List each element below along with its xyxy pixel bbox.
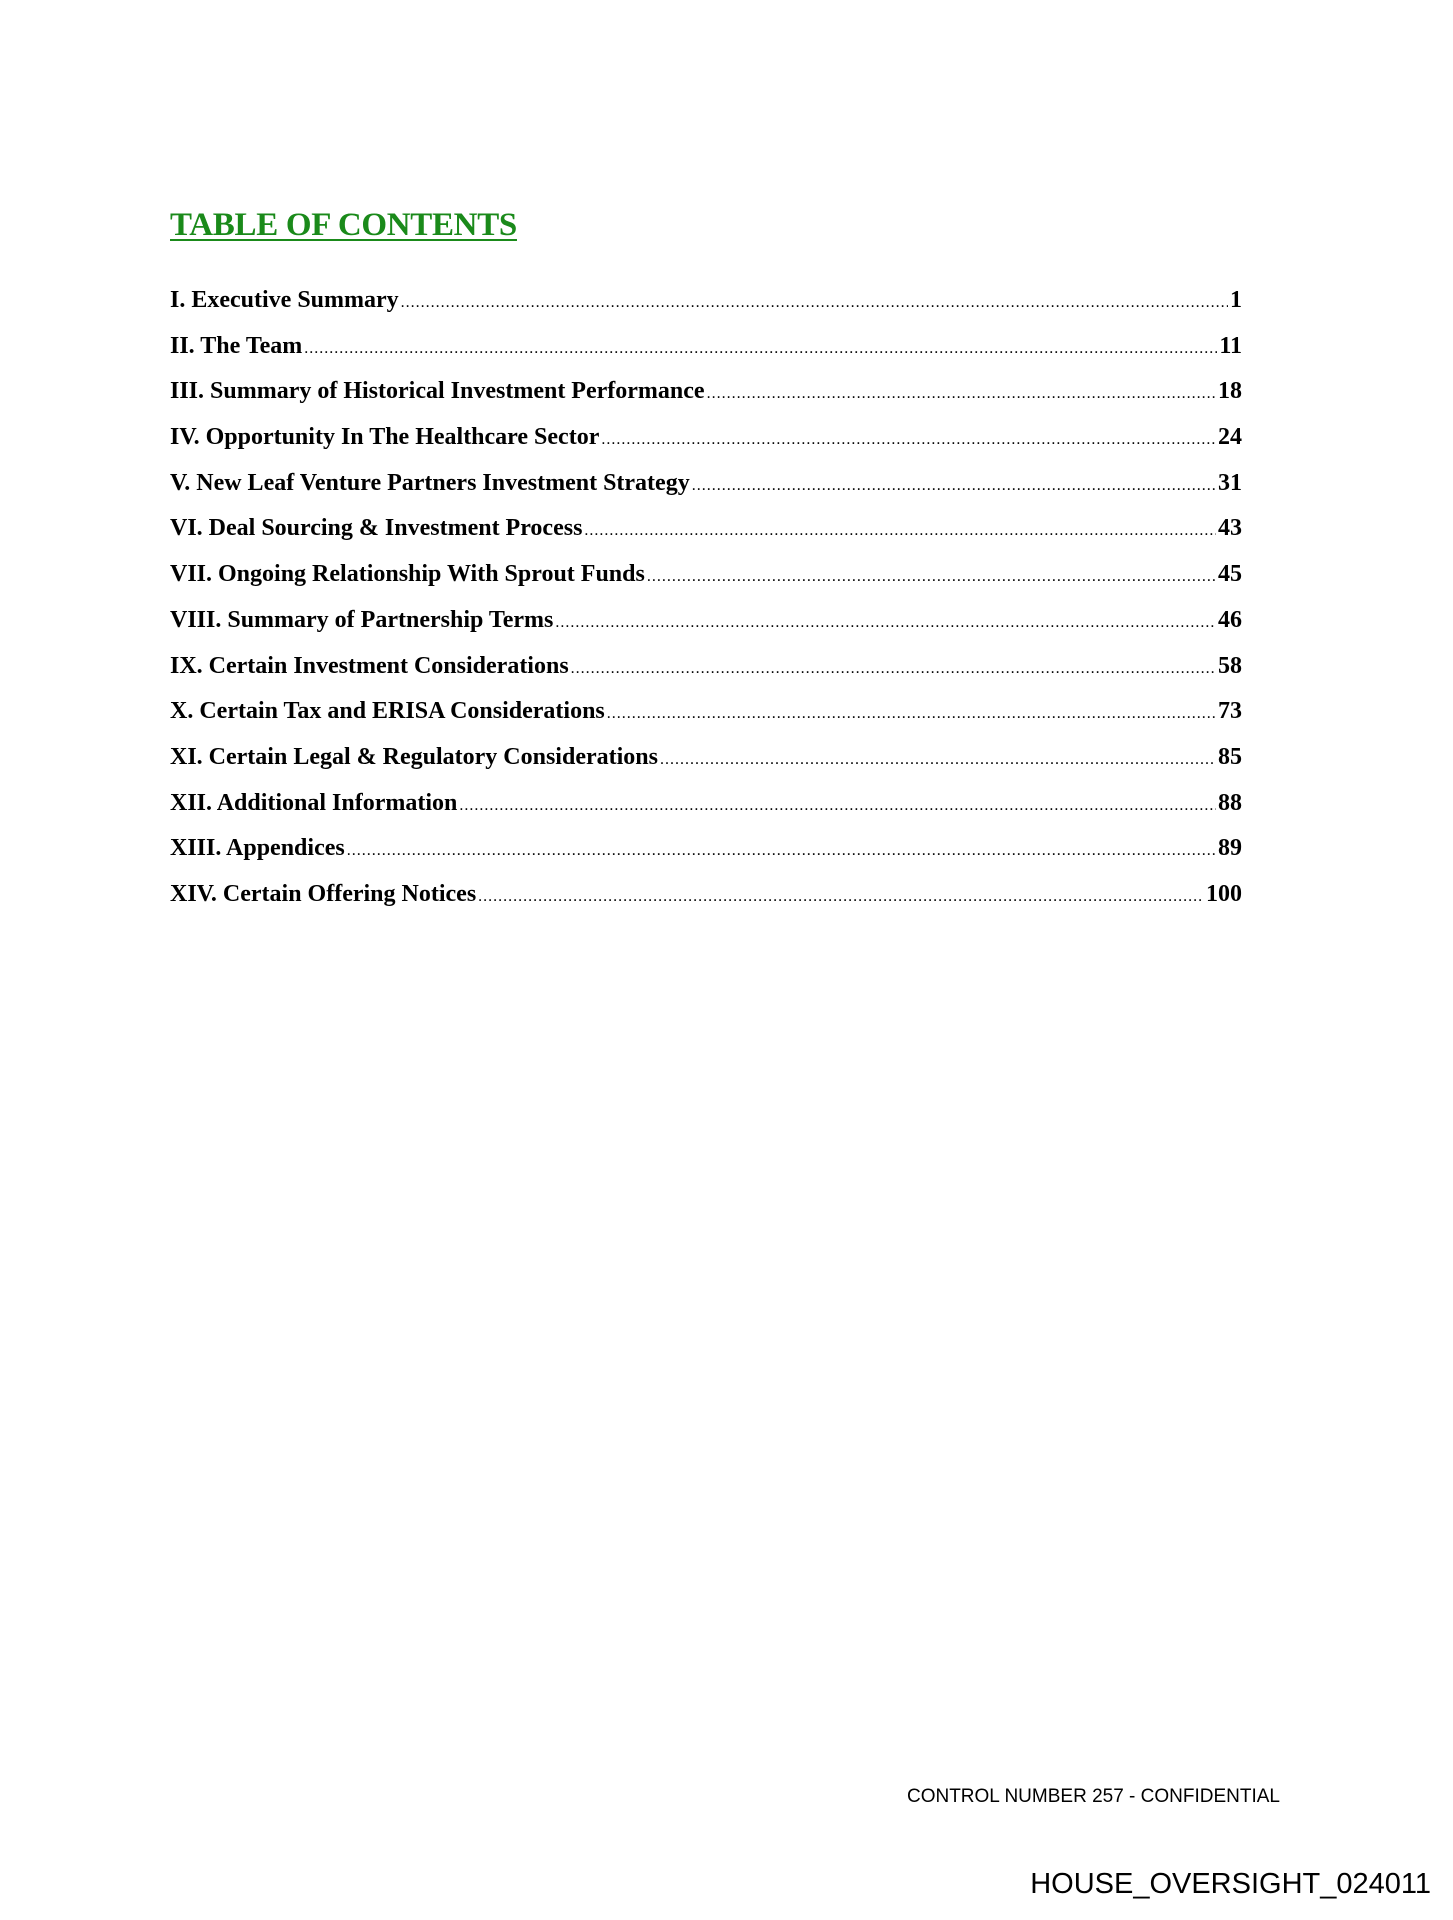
toc-entry-label: XII. Additional Information: [170, 789, 458, 816]
toc-entry-page: 46: [1218, 606, 1242, 633]
toc-entry: [170, 552, 1242, 598]
toc-entry-page: 73: [1218, 698, 1242, 725]
toc-entry-label: XIII. Appendices: [170, 835, 345, 862]
toc-entry: [170, 781, 1242, 827]
toc-entry-label: VIII. Summary of Partnership Terms: [170, 606, 554, 633]
toc-entry: [170, 598, 1242, 644]
toc-entry: [170, 324, 1242, 370]
toc-entry: [170, 644, 1242, 690]
toc-entry: [170, 872, 1242, 918]
toc-entry-label: V. New Leaf Venture Partners Investment Strategy: [170, 469, 690, 496]
toc-entry-page: 24: [1218, 424, 1242, 451]
toc-entry: [170, 506, 1242, 552]
dot-leader: [660, 737, 1216, 783]
toc-entry-label: IX. Certain Investment Considerations: [170, 652, 569, 679]
toc-entry-label: I. Executive Summary: [170, 287, 399, 313]
dot-leader: [478, 874, 1204, 920]
toc-entry-label: IV. Opportunity In The Healthcare Sector: [170, 424, 600, 451]
dot-leader: [401, 280, 1228, 326]
toc-entry-page: 1: [1230, 287, 1242, 313]
toc-entry: [170, 735, 1242, 781]
toc-entry-page: 88: [1218, 789, 1242, 816]
dot-leader: [555, 600, 1216, 646]
dot-leader: [571, 646, 1216, 692]
toc-entry: [170, 415, 1242, 461]
dot-leader: [304, 326, 1217, 372]
table-of-contents: [170, 278, 1242, 918]
toc-entry-page: 43: [1218, 515, 1242, 542]
toc-entry-page: 100: [1206, 880, 1242, 907]
toc-entry-label: X. Certain Tax and ERISA Considerations: [170, 698, 605, 725]
toc-entry-label: VII. Ongoing Relationship With Sprout Funds: [170, 561, 645, 588]
toc-entry: [170, 689, 1242, 735]
dot-leader: [459, 783, 1216, 829]
toc-entry-label: VI. Deal Sourcing & Investment Process: [170, 515, 583, 542]
toc-entry-label: II. The Team: [170, 332, 303, 359]
toc-entry: [170, 278, 1242, 324]
dot-leader: [347, 828, 1216, 874]
toc-entry-page: 89: [1218, 835, 1242, 862]
dot-leader: [584, 508, 1216, 554]
control-number: CONTROL NUMBER 257 - CONFIDENTIAL: [906, 1786, 1280, 1807]
page-title: TABLE OF CONTENTS: [170, 207, 517, 243]
toc-entry: [170, 369, 1242, 415]
toc-entry-page: 18: [1218, 378, 1242, 405]
bates-number: HOUSE_OVERSIGHT_024011: [1030, 1868, 1431, 1900]
toc-entry-page: 85: [1218, 743, 1242, 770]
toc-entry-page: 58: [1218, 652, 1242, 679]
dot-leader: [692, 463, 1216, 509]
dot-leader: [601, 417, 1216, 463]
toc-entry: [170, 461, 1242, 507]
toc-entry-label: III. Summary of Historical Investment Performance: [170, 378, 705, 405]
toc-entry-label: XI. Certain Legal & Regulatory Considerations: [170, 743, 658, 770]
toc-entry-page: 11: [1219, 332, 1242, 359]
toc-entry: [170, 826, 1242, 872]
toc-entry-page: 31: [1218, 469, 1242, 496]
toc-entry-label: XIV. Certain Offering Notices: [170, 880, 477, 907]
dot-leader: [707, 371, 1216, 417]
toc-entry-page: 45: [1218, 561, 1242, 588]
dot-leader: [607, 691, 1216, 737]
dot-leader: [647, 554, 1216, 600]
